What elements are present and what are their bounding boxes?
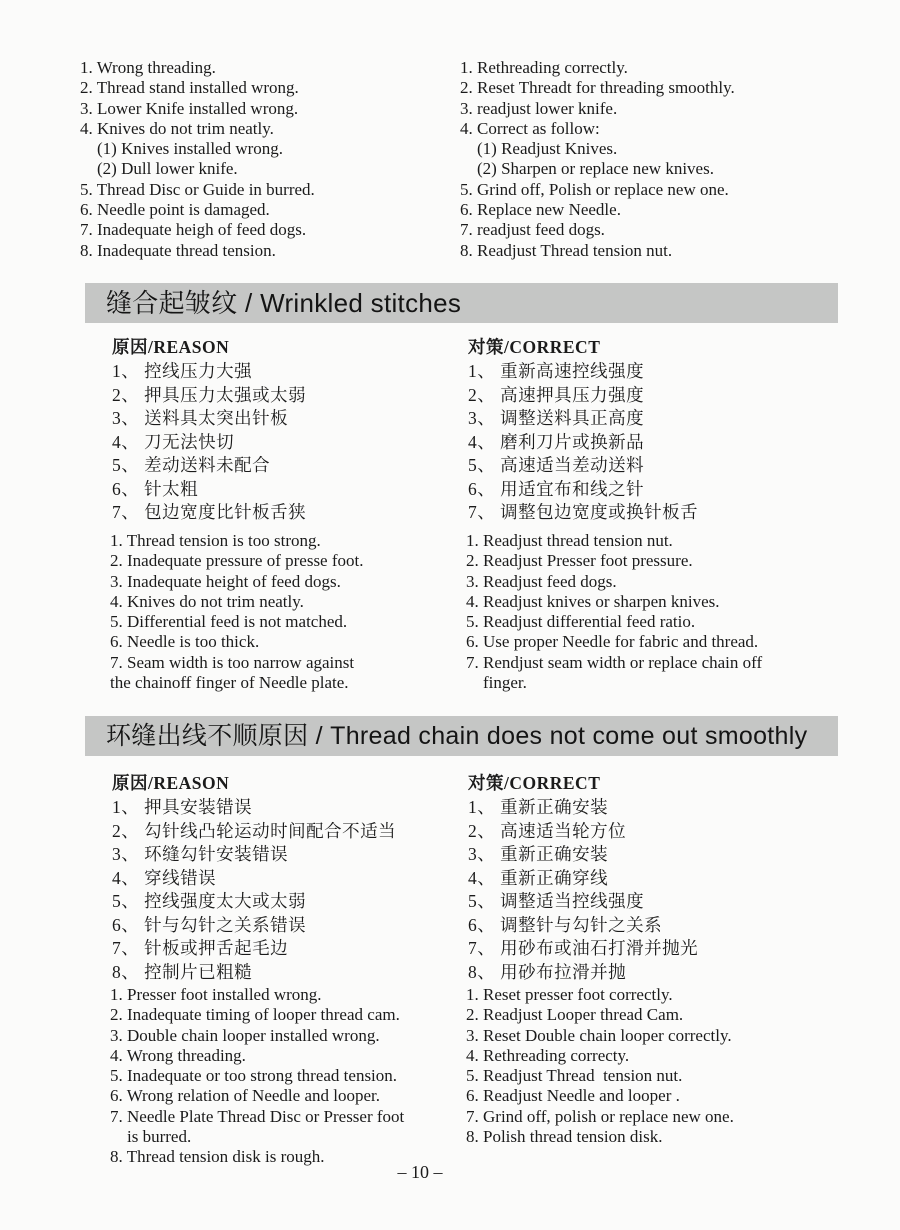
list-line: 2. Reset Threadt for threading smoothly.	[460, 78, 735, 98]
list-line: 6、 针与勾针之关系错误	[112, 914, 307, 935]
en-correction-list	[466, 985, 734, 1147]
list-line: 8. Polish thread tension disk.	[466, 1127, 663, 1147]
list-line: 5. Readjust Thread tension nut.	[466, 1066, 683, 1086]
list-line: 2. Inadequate pressure of presse foot.	[110, 551, 364, 571]
list-line: (1) Readjust Knives.	[460, 139, 618, 159]
list-line: 6. Wrong relation of Needle and looper.	[110, 1086, 380, 1106]
en-reason-list	[110, 985, 404, 1168]
top-correction-list	[460, 58, 735, 261]
list-line: 5. Thread Disc or Guide in burred.	[80, 179, 315, 199]
list-line: 1. Wrong threading.	[80, 58, 216, 77]
list-line: 6、 调整针与勾针之关系	[468, 914, 663, 935]
list-line: 2. Inadequate timing of looper thread cam.	[110, 1005, 400, 1025]
list-line: 6、 用适宜布和线之针	[468, 478, 645, 499]
page-number: – 10 –	[397, 1162, 443, 1182]
list-line: finger.	[466, 673, 527, 693]
top-reason-list	[80, 58, 315, 261]
list-line: 5. Inadequate or too strong thread tension.	[110, 1066, 398, 1086]
list-line: 5、 高速适当差动送料	[468, 455, 645, 475]
list-line: (2) Dull lower knife.	[80, 159, 238, 179]
list-line: 6. Needle point is damaged.	[80, 200, 270, 220]
en-reason-list	[110, 531, 364, 693]
list-line: 2、 押具压力太强或太弱	[112, 384, 307, 405]
list-line: 7. Grind off, polish or replace new one.	[466, 1106, 734, 1126]
list-line: 7、 调整包边宽度或换针板舌	[468, 502, 699, 522]
reason-column-header: 原因/REASON	[112, 337, 230, 357]
list-line: (1) Knives installed wrong.	[80, 139, 284, 159]
list-line: 4、 穿线错误	[112, 867, 217, 888]
list-line: 2. Thread stand installed wrong.	[80, 78, 299, 98]
list-line: 4. Knives do not trim neatly.	[110, 591, 304, 611]
list-line: 7. Seam width is too narrow against	[110, 652, 355, 672]
list-line: 6. Use proper Needle for fabric and thread.	[466, 632, 759, 652]
list-line: 3. Inadequate height of feed dogs.	[110, 571, 341, 591]
list-line: 8. Readjust Thread tension nut.	[460, 240, 673, 260]
list-line: 4、 刀无法快切	[112, 431, 235, 452]
list-line: 3. Lower Knife installed wrong.	[80, 98, 299, 118]
list-line: 5. Readjust differential feed ratio.	[466, 612, 696, 632]
list-line: 3. Double chain looper installed wrong.	[110, 1025, 380, 1045]
list-line: 7. readjust feed dogs.	[460, 220, 605, 240]
list-line: 8. Inadequate thread tension.	[80, 240, 276, 260]
cn-reason-list	[112, 796, 396, 984]
list-line: 3. readjust lower knife.	[460, 98, 618, 118]
reason-column-header: 原因/REASON	[112, 773, 230, 793]
list-line: 8. Thread tension disk is rough.	[110, 1147, 325, 1167]
list-line: 4、 重新正确穿线	[468, 867, 609, 888]
list-line: 4. Wrong threading.	[110, 1045, 246, 1065]
list-line: 1、 重新高速控线强度	[468, 361, 645, 381]
list-line: 1. Readjust thread tension nut.	[466, 531, 673, 550]
list-line: 8、 控制片已粗糙	[112, 961, 253, 982]
list-line: 7. Rendjust seam width or replace chain off	[466, 652, 763, 672]
list-line: 3、 环缝勾针安装错误	[112, 844, 289, 864]
cn-correction-list	[468, 796, 698, 984]
list-line: is burred.	[110, 1127, 192, 1147]
list-line: (2) Sharpen or replace new knives.	[460, 159, 714, 179]
list-line: 2. Readjust Presser foot pressure.	[466, 551, 693, 571]
list-line: 7、 针板或押舌起毛边	[112, 938, 289, 958]
list-line: 3、 调整送料具正高度	[468, 408, 645, 428]
cn-reason-list	[112, 360, 306, 525]
list-line: 6. Needle is too thick.	[110, 632, 260, 652]
list-line: 1、 控线压力大强	[112, 361, 253, 381]
list-line: 7. Inadequate heigh of feed dogs.	[80, 220, 307, 240]
list-line: 4. Correct as follow:	[460, 118, 600, 138]
list-line: 4. Readjust knives or sharpen knives.	[466, 591, 720, 611]
list-line: 1. Rethreading correctly.	[460, 58, 628, 77]
list-line: 4. Rethreading correcty.	[466, 1045, 630, 1065]
list-line: 4、 磨利刀片或换新品	[468, 431, 645, 452]
list-line: the chainoff finger of Needle plate.	[110, 673, 349, 693]
list-line: 1. Presser foot installed wrong.	[110, 985, 322, 1004]
en-correction-list	[466, 531, 762, 693]
list-line: 5、 调整适当控线强度	[468, 891, 645, 911]
list-line: 3. Readjust feed dogs.	[466, 571, 617, 591]
list-line: 2、 高速适当轮方位	[468, 820, 627, 841]
list-line: 7、 用砂布或油石打滑并抛光	[468, 938, 699, 958]
list-line: 5. Grind off, Polish or replace new one.	[460, 179, 729, 199]
list-line: 3、 重新正确安装	[468, 844, 609, 864]
list-line: 2、 勾针线凸轮运动时间配合不适当	[112, 820, 397, 841]
section-banner-wrinkled-stitches: 缝合起皱纹 / Wrinkled stitches	[85, 283, 838, 323]
list-line: 8、 用砂布拉滑并抛	[468, 961, 627, 982]
section-banner-thread-chain: 环缝出线不顺原因 / Thread chain does not come out smoothly	[85, 716, 838, 756]
list-line: 6. Readjust Needle and looper .	[466, 1086, 680, 1106]
list-line: 5、 控线强度太大或太弱	[112, 891, 307, 911]
list-line: 5、 差动送料未配合	[112, 455, 271, 475]
list-line: 6、 针太粗	[112, 478, 199, 499]
list-line: 6. Replace new Needle.	[460, 200, 621, 220]
list-line: 7、 包边宽度比针板舌狭	[112, 502, 307, 522]
list-line: 3、 送料具太突出针板	[112, 408, 289, 428]
list-line: 7. Needle Plate Thread Disc or Presser foot	[110, 1106, 405, 1126]
list-line: 1、 重新正确安装	[468, 797, 609, 817]
correct-column-header: 对策/CORRECT	[468, 337, 601, 357]
list-line: 1、 押具安装错误	[112, 797, 253, 817]
list-line: 2. Readjust Looper thread Cam.	[466, 1005, 684, 1025]
list-line: 1. Reset presser foot correctly.	[466, 985, 673, 1004]
correct-column-header: 对策/CORRECT	[468, 773, 601, 793]
list-line: 5. Differential feed is not matched.	[110, 612, 348, 632]
cn-correction-list	[468, 360, 698, 525]
list-line: 3. Reset Double chain looper correctly.	[466, 1025, 732, 1045]
list-line: 2、 高速押具压力强度	[468, 384, 645, 405]
list-line: 1. Thread tension is too strong.	[110, 531, 321, 550]
list-line: 4. Knives do not trim neatly.	[80, 118, 274, 138]
